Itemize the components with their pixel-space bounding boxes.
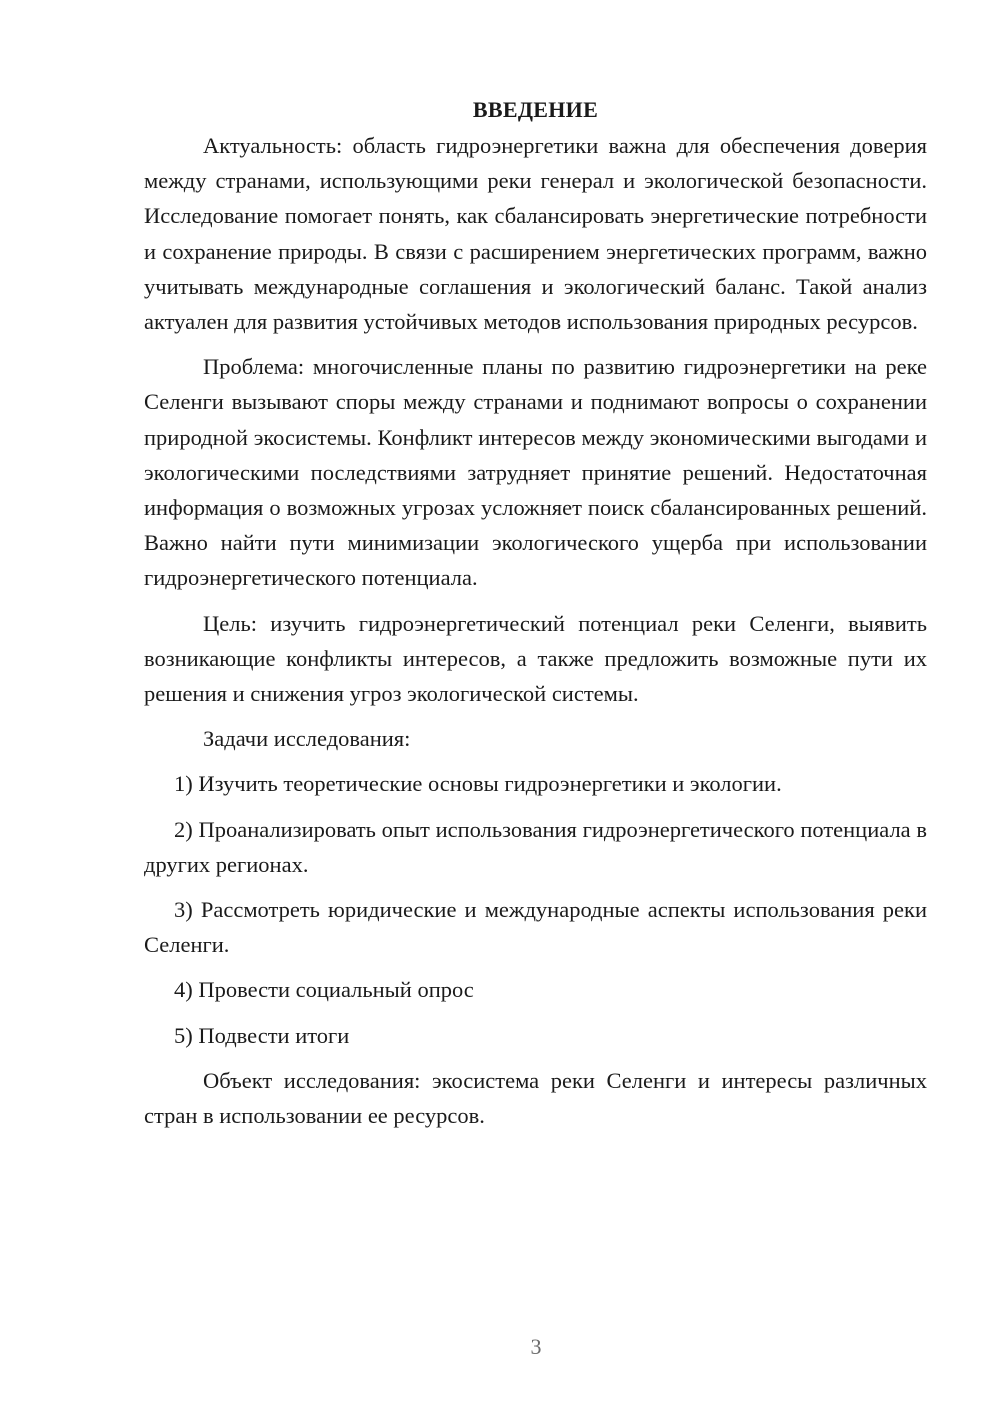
task-item: 4) Провести социальный опрос (174, 977, 474, 1003)
tasks-heading: Задачи исследования: (203, 726, 411, 752)
page-number: 3 (530, 1334, 542, 1359)
object-paragraph: Объект исследования: экосистема реки Селенги и интересы различных стран в использовании ее ресурсов. (144, 1067, 927, 1129)
document-page (144, 96, 927, 1386)
task-item: 1) Изучить теоретические основы гидроэнергетики и экологии. (174, 771, 782, 797)
task-item: 2) Проанализировать опыт использования гидроэнергетического потенциала в других регионах. (144, 816, 927, 877)
problem-paragraph: Проблема: многочисленные планы по развитию гидроэнергетики на реке Селенги вызывают споры между странами и поднимают вопросы о сохранении природной экосистемы. Конфликт интересов между экономическими выгодами и экологическими последствиями затрудняет принятие решений. Недостаточная информация о возможных угрозах усложняет поиск сбалансированных решений. Важно найти пути минимизации экологического ущерба при использовании гидроэнергетического потенциала. (144, 354, 927, 591)
task-item: 3) Рассмотреть юридические и международные аспекты использования реки Селенги. (144, 897, 927, 958)
section-title: ВВЕДЕНИЕ (472, 97, 599, 122)
goal-paragraph: Цель: изучить гидроэнергетический потенциал реки Селенги, выявить возникающие конфликты интересов, а также предложить возможные пути их решения и снижения угроз экологической системы. (144, 610, 927, 707)
task-item: 5) Подвести итоги (174, 1022, 350, 1048)
relevance-paragraph: Актуальность: область гидроэнергетики важна для обеспечения доверия между странами, использующими реки генерал и экологической безопасности. Исследование помогает понять, как сбалансировать энергетические потребности и сохранение природы. В связи с расширением энергетических программ, важно учитывать международные соглашения и экологический баланс. Такой анализ актуален для развития устойчивых методов использования природных ресурсов. (144, 133, 927, 335)
